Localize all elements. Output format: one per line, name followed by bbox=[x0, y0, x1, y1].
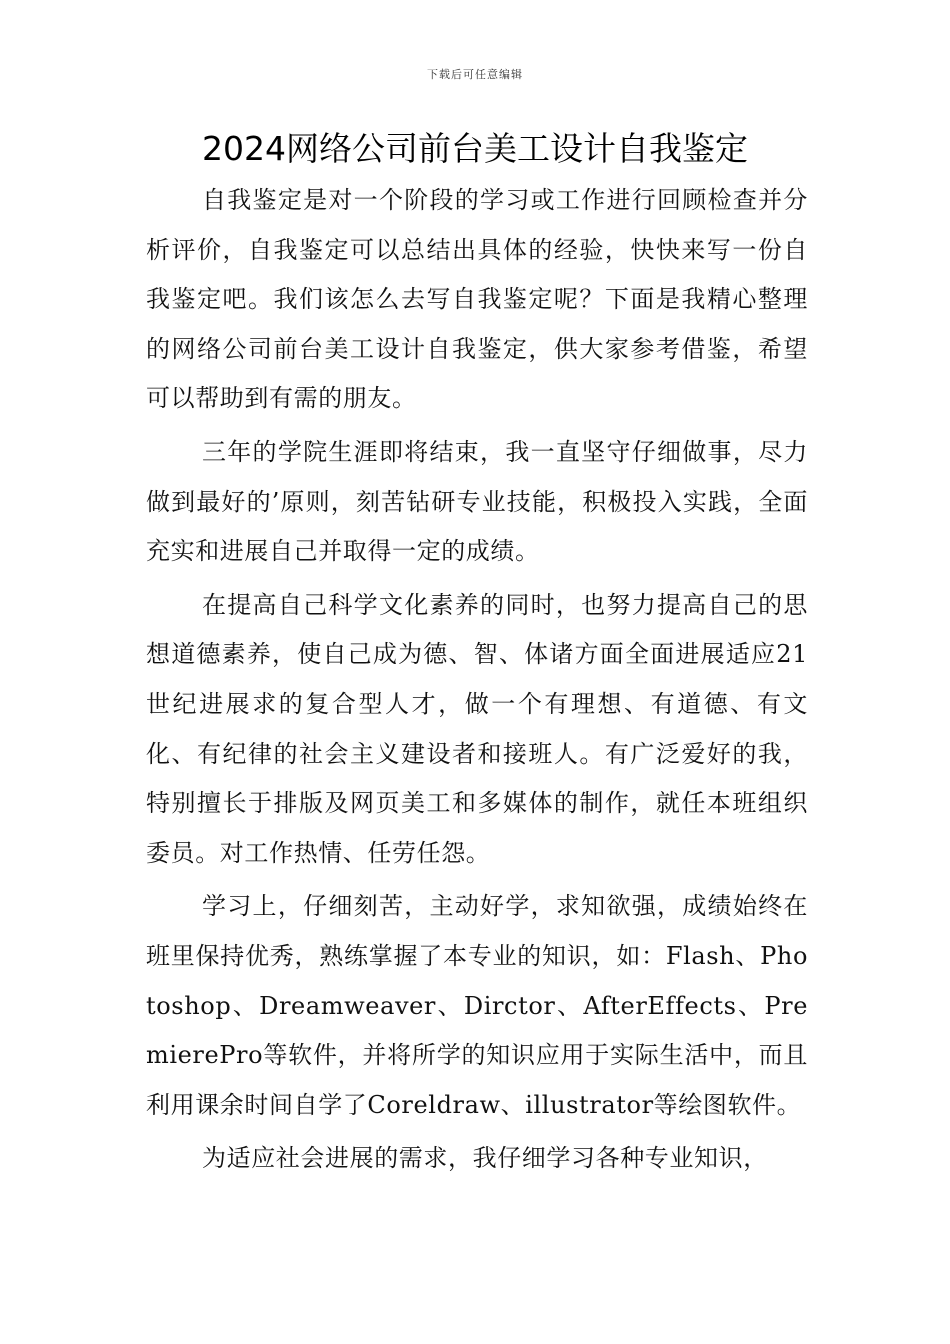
paragraph-moral-development: 在提高自己科学文化素养的同时，也努力提高自己的思想道德素养，使自己成为德、智、体诸方面全面进展适应21世纪进展求的复合型人才，做一个有理想、有道德、有文化、有纪律的社会主义建设者和接班人。有广泛爱好的我，特别擅长于排版及网页美工和多媒体的制作，就任本班组织委员。对工作热情、任劳任怨。 bbox=[146, 590, 808, 867]
paragraph-social-needs: 为适应社会进展的需求，我仔细学习各种专业知识， bbox=[202, 1144, 768, 1173]
paragraph-intro: 自我鉴定是对一个阶段的学习或工作进行回顾检查并分析评价，自我鉴定可以总结出具体的经验，快快来写一份自我鉴定吧。我们该怎么去写自我鉴定呢？下面是我精心整理的网络公司前台美工设计自我鉴定，供大家参考借鉴，希望可以帮助到有需的朋友。 bbox=[146, 186, 808, 413]
paragraph-study-skills: 学习上，仔细刻苦，主动好学，求知欲强，成绩始终在班里保持优秀，熟练掌握了本专业的知识，如：Flash、Photoshop、Dreamweaver、Dirctor、AfterEffects、PremierePro等软件，并将所学的知识应用于实际生活中，而且利用课余时间自学了Coreldraw、illustrator等绘图软件。 bbox=[146, 892, 808, 1119]
document-body bbox=[146, 176, 808, 1188]
header-note: 下载后可任意编辑 bbox=[427, 68, 523, 81]
document-title: 2024网络公司前台美工设计自我鉴定 bbox=[202, 129, 748, 168]
paragraph-college-life: 三年的学院生涯即将结束，我一直坚守仔细做事，尽力做到最好的’原则，刻苦钻研专业技能，积极投入实践，全面充实和进展自己并取得一定的成绩。 bbox=[146, 437, 808, 566]
